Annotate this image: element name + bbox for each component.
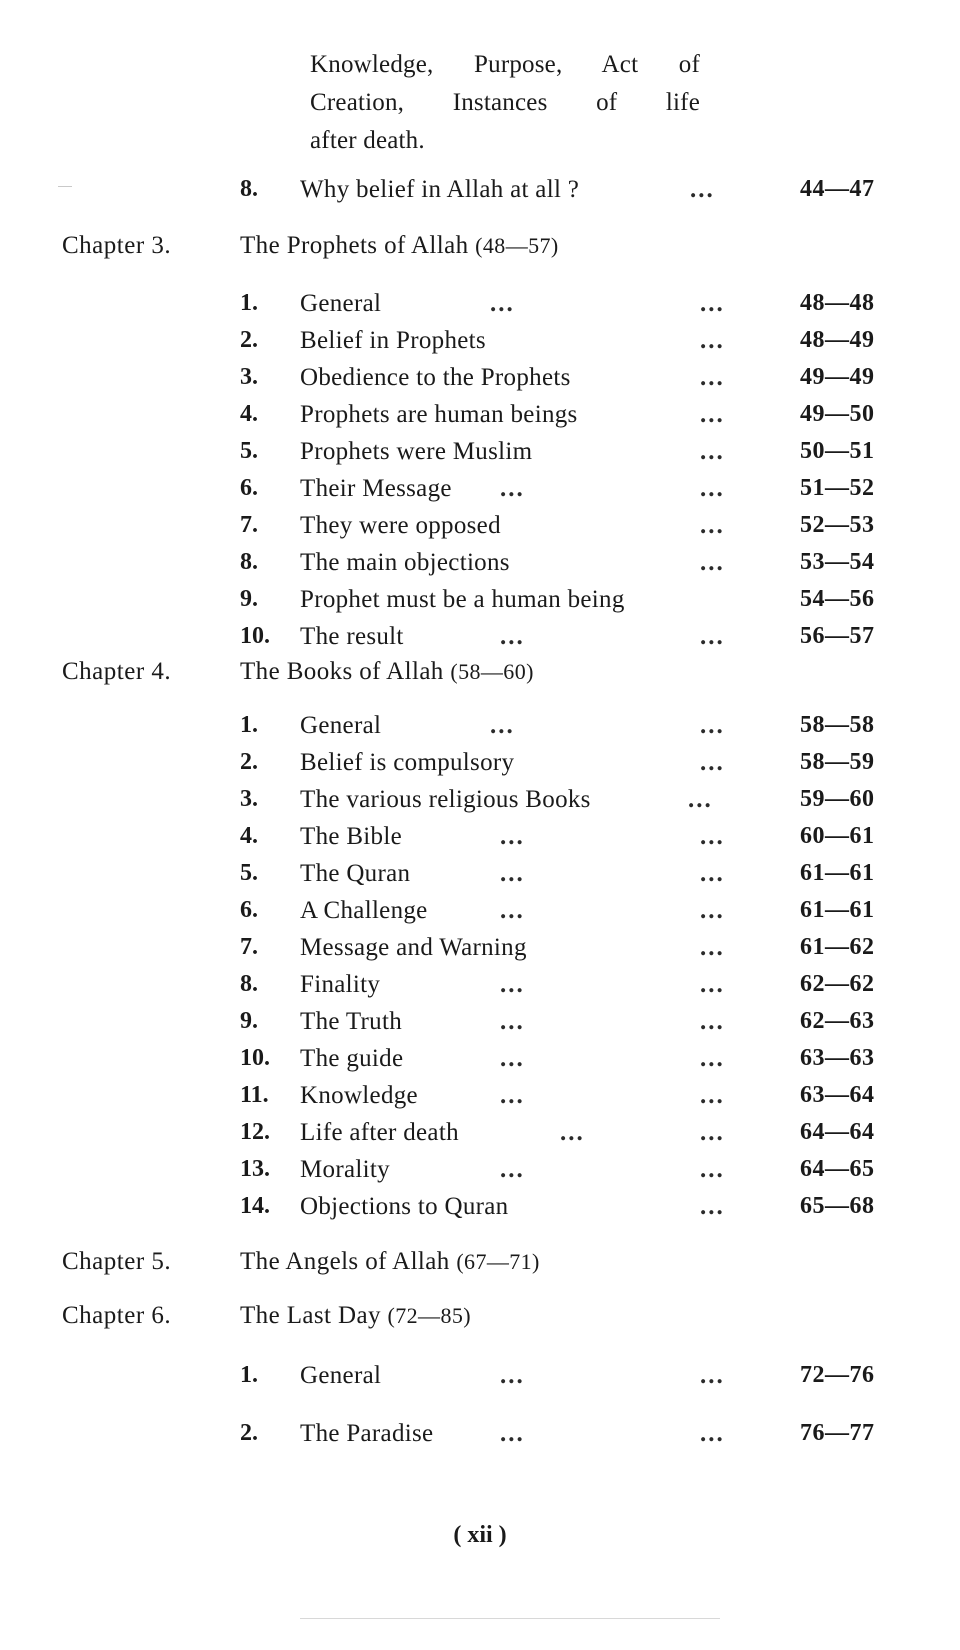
toc-entry[interactable] <box>60 1045 920 1079</box>
entry-number: 7. <box>240 934 258 960</box>
entry-title: Prophets were Muslim <box>300 438 533 465</box>
toc-entry[interactable] <box>60 401 920 435</box>
entry-number: 2. <box>240 1420 258 1446</box>
chapter-title-text: The Angels of Allah <box>240 1248 450 1275</box>
leader-dots: ... <box>560 1119 585 1146</box>
entry-pages: 52—53 <box>800 512 875 538</box>
entry-number: 5. <box>240 438 258 464</box>
entry-pages: 61—61 <box>800 860 875 886</box>
entry-title: The Paradise <box>300 1420 434 1447</box>
leader-dots: ... <box>700 1082 725 1109</box>
chapter-range: (72—85) <box>387 1303 471 1328</box>
toc-entry[interactable] <box>60 1008 920 1042</box>
leader-dots: ... <box>700 1008 725 1035</box>
chapter-label: Chapter 4. <box>62 658 172 685</box>
entry-number: 8. <box>240 176 258 202</box>
chapter-range: (67—71) <box>456 1249 540 1274</box>
entry-number: 4. <box>240 823 258 849</box>
entry-pages: 62—63 <box>800 1008 875 1034</box>
leader-dots: ... <box>690 176 715 203</box>
leader-dots: ... <box>500 1008 525 1035</box>
toc-entry[interactable] <box>60 860 920 894</box>
toc-entry[interactable] <box>60 1362 920 1396</box>
leader-dots: ... <box>500 623 525 650</box>
toc-entry[interactable] <box>60 1193 920 1227</box>
leader-dots: ... <box>500 1156 525 1183</box>
continuation-line: Creation, Instances of life <box>310 89 700 116</box>
toc-entry[interactable] <box>60 512 920 546</box>
toc-entry[interactable] <box>60 1156 920 1190</box>
entry-number: 1. <box>240 290 258 316</box>
chapter-title-text: The Last Day <box>240 1302 381 1329</box>
leader-dots: ... <box>500 897 525 924</box>
entry-pages: 61—61 <box>800 897 875 923</box>
leader-dots: ... <box>700 1045 725 1072</box>
leader-dots: ... <box>700 623 725 650</box>
entry-pages: 64—65 <box>800 1156 875 1182</box>
entry-pages: 50—51 <box>800 438 875 464</box>
leader-dots: ... <box>700 971 725 998</box>
entry-title: Belief in Prophets <box>300 327 486 354</box>
entry-pages: 49—49 <box>800 364 875 390</box>
entry-pages: 63—63 <box>800 1045 875 1071</box>
entry-pages: 48—49 <box>800 327 875 353</box>
leader-dots: ... <box>700 860 725 887</box>
toc-entry[interactable] <box>60 290 920 324</box>
toc-entry[interactable] <box>60 586 920 620</box>
toc-entry[interactable] <box>60 749 920 783</box>
continuation-line: Knowledge, Purpose, Act of <box>310 51 700 78</box>
entry-title: Prophet must be a human being <box>300 586 625 613</box>
entry-pages: 44—47 <box>800 176 875 202</box>
leader-dots: ... <box>700 364 725 391</box>
entry-title: Message and Warning <box>300 934 527 961</box>
entry-number: 8. <box>240 549 258 575</box>
entry-number: 6. <box>240 475 258 501</box>
entry-number: 13. <box>240 1156 270 1182</box>
entry-number: 9. <box>240 1008 258 1034</box>
entry-title: Morality <box>300 1156 390 1183</box>
entry-pages: 61—62 <box>800 934 875 960</box>
toc-entry[interactable] <box>60 897 920 931</box>
leader-dots: ... <box>700 438 725 465</box>
toc-entry[interactable] <box>60 549 920 583</box>
entry-pages: 48—48 <box>800 290 875 316</box>
leader-dots: ... <box>490 290 515 317</box>
chapter-label: Chapter 5. <box>62 1248 172 1275</box>
leader-dots: ... <box>700 934 725 961</box>
entry-title: General <box>300 290 382 317</box>
entry-title: Obedience to the Prophets <box>300 364 571 391</box>
entry-title: General <box>300 712 382 739</box>
toc-entry[interactable] <box>60 823 920 857</box>
entry-number: 12. <box>240 1119 270 1145</box>
leader-dots: ... <box>700 1193 725 1220</box>
chapter-label: Chapter 3. <box>62 232 172 259</box>
entry-pages: 60—61 <box>800 823 875 849</box>
leader-dots: ... <box>490 712 515 739</box>
leader-dots: ... <box>500 1045 525 1072</box>
entry-title: The Quran <box>300 860 411 887</box>
toc-entry[interactable] <box>60 1420 920 1454</box>
toc-entry[interactable] <box>60 1082 920 1116</box>
leader-dots: ... <box>700 897 725 924</box>
leader-dots: ... <box>500 860 525 887</box>
entry-number: 1. <box>240 712 258 738</box>
toc-entry[interactable] <box>60 438 920 472</box>
toc-entry[interactable] <box>60 786 920 820</box>
leader-dots: ... <box>500 823 525 850</box>
leader-dots: ... <box>700 823 725 850</box>
entry-number: 9. <box>240 586 258 612</box>
chapter-title <box>240 1248 540 1276</box>
page-bottom-rule <box>300 1618 720 1619</box>
leader-dots: ... <box>700 512 725 539</box>
entry-number: 5. <box>240 860 258 886</box>
leader-dots: ... <box>700 290 725 317</box>
entry-pages: 51—52 <box>800 475 875 501</box>
leader-dots: ... <box>500 1082 525 1109</box>
leader-dots: ... <box>700 327 725 354</box>
entry-number: 4. <box>240 401 258 427</box>
entry-title: The guide <box>300 1045 404 1072</box>
leader-dots: ... <box>500 1420 525 1447</box>
entry-pages: 58—58 <box>800 712 875 738</box>
leader-dots: ... <box>700 1362 725 1389</box>
entry-title: Objections to Quran <box>300 1193 509 1220</box>
toc-entry[interactable] <box>60 327 920 361</box>
entry-pages: 65—68 <box>800 1193 875 1219</box>
entry-pages: 53—54 <box>800 549 875 575</box>
continuation-line: after death. <box>310 127 425 154</box>
entry-title: Their Message <box>300 475 452 502</box>
chapter-label: Chapter 6. <box>62 1302 172 1329</box>
entry-number: 8. <box>240 971 258 997</box>
entry-title: Belief is compulsory <box>300 749 515 776</box>
entry-number: 11. <box>240 1082 269 1108</box>
entry-title: Finality <box>300 971 381 998</box>
toc-entry[interactable] <box>60 475 920 509</box>
entry-title: Life after death <box>300 1119 459 1146</box>
entry-number: 1. <box>240 1362 258 1388</box>
chapter-title-text: The Prophets of Allah <box>240 232 469 259</box>
entry-title: Knowledge <box>300 1082 418 1109</box>
toc-entry[interactable] <box>60 934 920 968</box>
chapter-title <box>240 658 534 686</box>
entry-title: A Challenge <box>300 897 428 924</box>
entry-title: The Bible <box>300 823 402 850</box>
entry-title: The result <box>300 623 404 650</box>
entry-pages: 76—77 <box>800 1420 875 1446</box>
chapter-title <box>240 1302 471 1330</box>
entry-title: Prophets are human beings <box>300 401 578 428</box>
leader-dots: ... <box>700 712 725 739</box>
entry-title: The Truth <box>300 1008 403 1035</box>
entry-number: 10. <box>240 623 270 649</box>
toc-entry[interactable] <box>60 176 920 210</box>
entry-pages: 72—76 <box>800 1362 875 1388</box>
entry-pages: 63—64 <box>800 1082 875 1108</box>
leader-dots: ... <box>700 1156 725 1183</box>
entry-pages: 64—64 <box>800 1119 875 1145</box>
entry-pages: 56—57 <box>800 623 875 649</box>
entry-number: 6. <box>240 897 258 923</box>
page-folio: ( xii ) <box>453 1522 507 1548</box>
chapter-title-text: The Books of Allah <box>240 658 444 685</box>
toc-entry[interactable] <box>60 364 920 398</box>
entry-number: 2. <box>240 749 258 775</box>
entry-number: 3. <box>240 364 258 390</box>
entry-number: 14. <box>240 1193 270 1219</box>
chapter-range: (48—57) <box>475 233 559 258</box>
entry-number: 10. <box>240 1045 270 1071</box>
entry-pages: 54—56 <box>800 586 875 612</box>
leader-dots: ... <box>700 401 725 428</box>
entry-title: The main objections <box>300 549 510 576</box>
toc-entry[interactable] <box>60 971 920 1005</box>
entry-pages: 59—60 <box>800 786 875 812</box>
toc-entry[interactable] <box>60 1119 920 1153</box>
leader-dots: ... <box>700 1119 725 1146</box>
chapter-title <box>240 232 559 260</box>
toc-entry[interactable] <box>60 623 920 657</box>
entry-title: They were opposed <box>300 512 501 539</box>
leader-dots: ... <box>700 475 725 502</box>
leader-dots: ... <box>700 1420 725 1447</box>
leader-dots: ... <box>700 549 725 576</box>
leader-dots: ... <box>500 971 525 998</box>
leader-dots: ... <box>500 475 525 502</box>
toc-entry[interactable] <box>60 712 920 746</box>
entry-number: 7. <box>240 512 258 538</box>
chapter-range: (58—60) <box>450 659 534 684</box>
entry-title: General <box>300 1362 382 1389</box>
entry-number: 3. <box>240 786 258 812</box>
entry-pages: 49—50 <box>800 401 875 427</box>
entry-pages: 58—59 <box>800 749 875 775</box>
leader-dots: ... <box>700 749 725 776</box>
entry-title: Why belief in Allah at all ? <box>300 176 580 203</box>
leader-dots: ... <box>500 1362 525 1389</box>
continuation-paragraph <box>310 46 700 160</box>
entry-title: The various religious Books <box>300 786 591 813</box>
leader-dots: ... <box>688 786 713 813</box>
entry-number: 2. <box>240 327 258 353</box>
entry-pages: 62—62 <box>800 971 875 997</box>
